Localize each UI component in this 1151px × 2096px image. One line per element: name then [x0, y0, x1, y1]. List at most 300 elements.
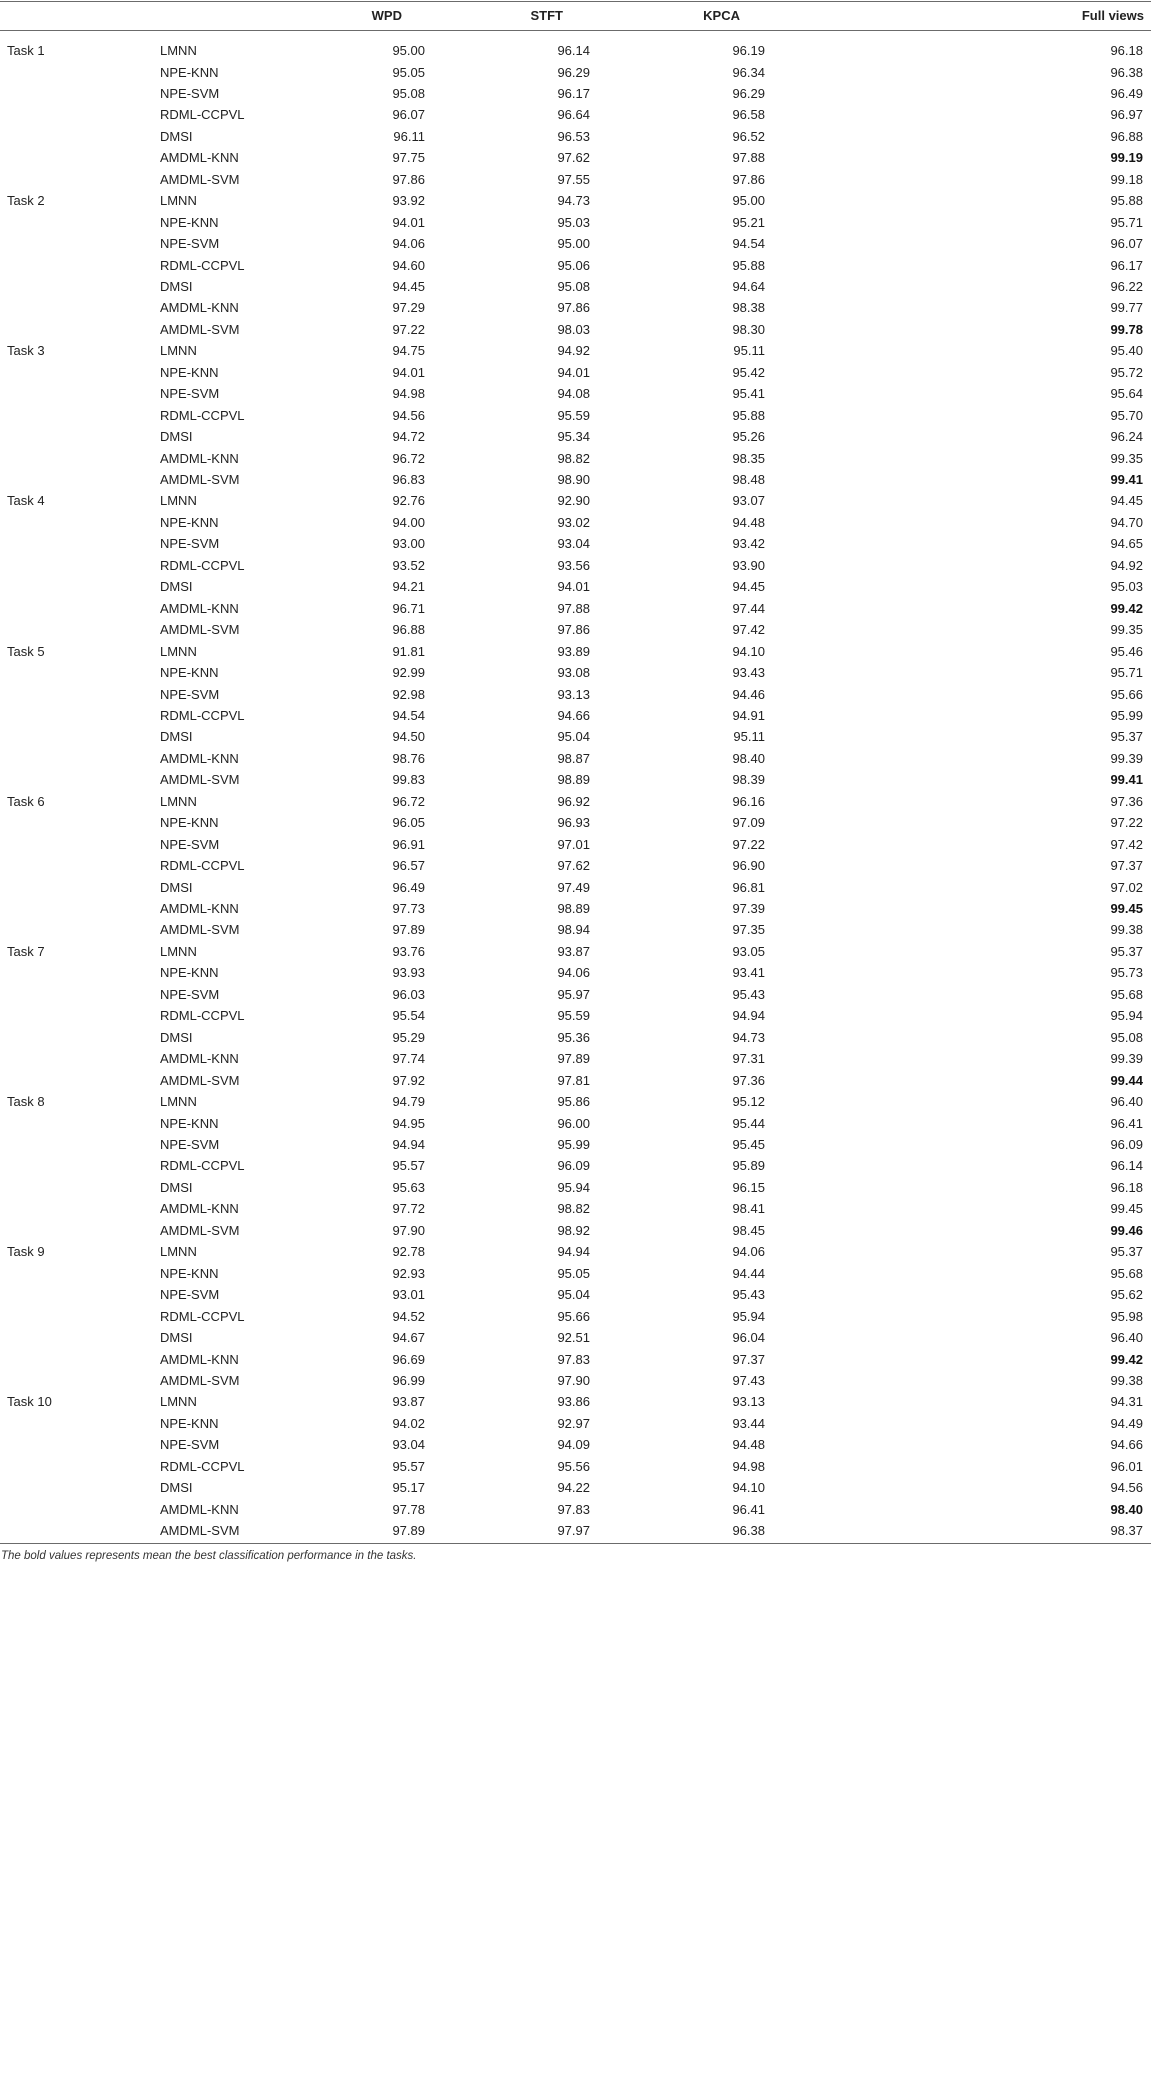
value-kpca: 98.30	[732, 321, 765, 337]
value-kpca: 94.06	[732, 1244, 765, 1260]
value-kpca: 96.19	[732, 43, 765, 58]
value-wpd: 94.01	[392, 364, 425, 380]
value-wpd: 95.00	[392, 43, 425, 58]
value-wpd: 97.92	[392, 1072, 425, 1088]
value-wpd: 93.01	[392, 1287, 425, 1303]
value-wpd: 94.45	[392, 278, 425, 294]
value-wpd: 96.69	[392, 1351, 425, 1367]
value-wpd: 96.57	[392, 858, 425, 874]
value-wpd: 94.94	[392, 1137, 425, 1152]
value-full-views: 96.49	[1110, 85, 1143, 101]
value-stft: 95.97	[557, 986, 590, 1002]
value-kpca: 96.41	[732, 1501, 765, 1517]
value-kpca: 97.37	[732, 1351, 765, 1367]
value-kpca: 98.48	[732, 472, 765, 487]
value-stft: 93.86	[557, 1394, 590, 1410]
method-name: LMNN	[160, 193, 197, 209]
value-stft: 96.92	[557, 793, 590, 809]
value-full-views: 99.41	[1110, 472, 1143, 487]
value-wpd: 96.88	[392, 622, 425, 638]
value-full-views: 96.14	[1110, 1158, 1143, 1174]
value-wpd: 93.87	[392, 1394, 425, 1410]
method-name: NPE-SVM	[160, 536, 220, 552]
value-kpca: 97.22	[732, 836, 765, 852]
method-name: DMSI	[160, 579, 193, 595]
value-kpca: 96.90	[732, 858, 765, 874]
method-name: NPE-SVM	[160, 1437, 220, 1453]
value-kpca: 97.36	[732, 1072, 765, 1088]
value-wpd: 95.17	[392, 1480, 425, 1496]
value-stft: 98.82	[557, 450, 590, 466]
method-name: RDML-CCPVL	[160, 1458, 245, 1474]
value-stft: 97.81	[557, 1072, 590, 1088]
value-stft: 96.93	[557, 815, 590, 831]
table-bottom-rule	[0, 1543, 1151, 1544]
value-full-views: 99.44	[1110, 1072, 1143, 1088]
value-kpca: 93.44	[732, 1415, 765, 1431]
value-stft: 95.66	[557, 1308, 590, 1324]
method-name: RDML-CCPVL	[160, 1158, 245, 1174]
value-stft: 94.01	[557, 364, 590, 380]
value-kpca: 93.07	[732, 493, 765, 509]
value-wpd: 94.79	[392, 1094, 425, 1109]
value-stft: 95.59	[557, 1008, 590, 1024]
method-name: NPE-KNN	[160, 1265, 219, 1281]
value-full-views: 99.45	[1110, 1201, 1143, 1217]
value-full-views: 95.66	[1110, 686, 1143, 702]
value-kpca: 94.48	[732, 1437, 765, 1453]
task-label: Task 5	[7, 643, 45, 659]
value-stft: 96.53	[557, 128, 590, 144]
task-label: Task 8	[7, 1094, 45, 1109]
value-wpd: 93.52	[392, 557, 425, 573]
value-wpd: 94.21	[392, 579, 425, 595]
value-full-views: 99.39	[1110, 750, 1143, 766]
method-name: LMNN	[160, 1244, 197, 1260]
value-wpd: 99.83	[392, 772, 425, 788]
method-name: DMSI	[160, 1330, 193, 1345]
value-kpca: 96.34	[732, 64, 765, 80]
method-name: DMSI	[160, 1179, 193, 1195]
value-wpd: 92.76	[392, 493, 425, 509]
method-name: AMDML-KNN	[160, 901, 239, 916]
value-kpca: 97.42	[732, 622, 765, 638]
value-full-views: 99.39	[1110, 1051, 1143, 1067]
value-full-views: 95.88	[1110, 193, 1143, 209]
method-name: LMNN	[160, 343, 197, 359]
value-stft: 95.08	[557, 278, 590, 294]
column-header-stft: STFT	[530, 8, 563, 23]
value-wpd: 97.73	[392, 901, 425, 916]
value-kpca: 98.40	[732, 750, 765, 766]
value-stft: 95.59	[557, 407, 590, 423]
value-stft: 95.94	[557, 1179, 590, 1195]
value-wpd: 94.54	[392, 707, 425, 723]
value-full-views: 95.99	[1110, 707, 1143, 723]
method-name: AMDML-SVM	[160, 321, 240, 337]
method-name: NPE-SVM	[160, 85, 220, 101]
value-wpd: 95.08	[392, 85, 425, 101]
value-kpca: 97.35	[732, 922, 765, 938]
value-stft: 94.66	[557, 707, 590, 723]
method-name: RDML-CCPVL	[160, 107, 245, 123]
value-wpd: 92.78	[392, 1244, 425, 1260]
value-stft: 96.09	[557, 1158, 590, 1174]
value-stft: 95.05	[557, 1265, 590, 1281]
method-name: NPE-KNN	[160, 1415, 219, 1431]
method-name: DMSI	[160, 1480, 193, 1496]
value-kpca: 95.89	[732, 1158, 765, 1174]
value-full-views: 99.35	[1110, 622, 1143, 638]
value-stft: 94.01	[557, 579, 590, 595]
method-name: DMSI	[160, 729, 193, 745]
value-full-views: 95.98	[1110, 1308, 1143, 1324]
value-full-views: 96.40	[1110, 1330, 1143, 1345]
value-wpd: 94.98	[392, 386, 425, 402]
method-name: RDML-CCPVL	[160, 257, 245, 273]
value-stft: 97.90	[557, 1372, 590, 1388]
value-full-views: 99.45	[1110, 901, 1143, 916]
method-name: RDML-CCPVL	[160, 1008, 245, 1024]
value-stft: 94.22	[557, 1480, 590, 1496]
method-name: AMDML-KNN	[160, 600, 239, 616]
method-name: NPE-SVM	[160, 236, 220, 251]
value-full-views: 96.09	[1110, 1137, 1143, 1152]
value-full-views: 95.46	[1110, 643, 1143, 659]
value-wpd: 93.00	[392, 536, 425, 552]
value-full-views: 99.42	[1110, 1351, 1143, 1367]
value-kpca: 93.90	[732, 557, 765, 573]
method-name: AMDML-KNN	[160, 1501, 239, 1517]
value-kpca: 98.45	[732, 1222, 765, 1238]
method-name: LMNN	[160, 493, 197, 509]
value-stft: 98.90	[557, 472, 590, 487]
value-wpd: 97.72	[392, 1201, 425, 1217]
value-stft: 95.04	[557, 1287, 590, 1303]
value-kpca: 95.43	[732, 986, 765, 1002]
value-full-views: 96.22	[1110, 278, 1143, 294]
value-wpd: 93.93	[392, 965, 425, 981]
value-kpca: 97.44	[732, 600, 765, 616]
value-full-views: 95.68	[1110, 1265, 1143, 1281]
value-stft: 98.89	[557, 901, 590, 916]
method-name: AMDML-KNN	[160, 1351, 239, 1367]
value-stft: 96.14	[557, 43, 590, 58]
method-name: DMSI	[160, 128, 193, 144]
method-name: AMDML-SVM	[160, 1222, 240, 1238]
value-kpca: 94.48	[732, 514, 765, 530]
value-kpca: 95.44	[732, 1115, 765, 1131]
value-wpd: 96.99	[392, 1372, 425, 1388]
value-wpd: 96.07	[392, 107, 425, 123]
value-kpca: 97.86	[732, 171, 765, 187]
method-name: AMDML-KNN	[160, 300, 239, 316]
method-name: NPE-KNN	[160, 364, 219, 380]
value-wpd: 94.06	[392, 236, 425, 251]
value-kpca: 96.58	[732, 107, 765, 123]
value-stft: 97.97	[557, 1523, 590, 1538]
method-name: NPE-SVM	[160, 686, 220, 702]
value-stft: 92.97	[557, 1415, 590, 1431]
value-wpd: 95.54	[392, 1008, 425, 1024]
method-name: RDML-CCPVL	[160, 1308, 245, 1324]
value-wpd: 94.50	[392, 729, 425, 745]
value-full-views: 96.07	[1110, 236, 1143, 251]
value-full-views: 94.56	[1110, 1480, 1143, 1496]
value-stft: 95.34	[557, 429, 590, 445]
method-name: AMDML-SVM	[160, 1523, 240, 1538]
value-full-views: 99.77	[1110, 300, 1143, 316]
value-stft: 94.06	[557, 965, 590, 981]
method-name: DMSI	[160, 879, 193, 895]
value-full-views: 99.42	[1110, 600, 1143, 616]
method-name: NPE-KNN	[160, 514, 219, 530]
value-wpd: 95.57	[392, 1158, 425, 1174]
value-stft: 95.00	[557, 236, 590, 251]
value-wpd: 96.05	[392, 815, 425, 831]
table-top-rule	[0, 1, 1151, 2]
value-kpca: 95.88	[732, 257, 765, 273]
value-wpd: 92.98	[392, 686, 425, 702]
value-wpd: 97.74	[392, 1051, 425, 1067]
value-kpca: 94.44	[732, 1265, 765, 1281]
value-full-views: 94.45	[1110, 493, 1143, 509]
value-wpd: 96.83	[392, 472, 425, 487]
value-full-views: 95.62	[1110, 1287, 1143, 1303]
column-header-wpd: WPD	[371, 8, 402, 23]
value-full-views: 96.18	[1110, 43, 1143, 58]
value-stft: 93.87	[557, 943, 590, 959]
method-name: LMNN	[160, 793, 197, 809]
value-kpca: 95.26	[732, 429, 765, 445]
value-kpca: 96.16	[732, 793, 765, 809]
value-stft: 95.06	[557, 257, 590, 273]
value-wpd: 95.63	[392, 1179, 425, 1195]
method-name: NPE-KNN	[160, 64, 219, 80]
value-wpd: 94.01	[392, 214, 425, 230]
value-full-views: 96.01	[1110, 1458, 1143, 1474]
value-kpca: 98.39	[732, 772, 765, 788]
task-label: Task 9	[7, 1244, 45, 1260]
value-stft: 92.90	[557, 493, 590, 509]
value-full-views: 96.41	[1110, 1115, 1143, 1131]
value-kpca: 97.09	[732, 815, 765, 831]
value-wpd: 96.91	[392, 836, 425, 852]
value-kpca: 95.11	[733, 729, 765, 745]
value-full-views: 95.37	[1110, 943, 1143, 959]
value-kpca: 95.45	[732, 1137, 765, 1152]
task-label: Task 4	[7, 493, 45, 509]
value-stft: 96.64	[557, 107, 590, 123]
value-full-views: 94.65	[1110, 536, 1143, 552]
value-wpd: 94.02	[392, 1415, 425, 1431]
value-wpd: 97.90	[392, 1222, 425, 1238]
value-full-views: 94.92	[1110, 557, 1143, 573]
value-wpd: 93.76	[392, 943, 425, 959]
method-name: AMDML-SVM	[160, 472, 240, 487]
value-kpca: 94.10	[732, 1480, 765, 1496]
value-stft: 97.62	[557, 858, 590, 874]
value-kpca: 93.43	[732, 665, 765, 680]
method-name: NPE-KNN	[160, 815, 219, 831]
method-name: NPE-SVM	[160, 986, 220, 1002]
column-header-kpca: KPCA	[703, 8, 740, 23]
method-name: AMDML-KNN	[160, 450, 239, 466]
value-wpd: 94.95	[392, 1115, 425, 1131]
value-stft: 93.56	[557, 557, 590, 573]
value-kpca: 95.42	[732, 364, 765, 380]
value-full-views: 95.71	[1110, 214, 1143, 230]
value-full-views: 94.31	[1110, 1394, 1143, 1410]
value-stft: 97.55	[557, 171, 590, 187]
value-full-views: 95.71	[1110, 665, 1143, 680]
value-stft: 97.86	[557, 622, 590, 638]
value-full-views: 96.38	[1110, 64, 1143, 80]
task-label: Task 3	[7, 343, 45, 359]
value-kpca: 96.81	[732, 879, 765, 895]
value-full-views: 99.41	[1110, 772, 1143, 788]
method-name: AMDML-SVM	[160, 922, 240, 938]
value-stft: 97.62	[557, 150, 590, 166]
value-stft: 97.86	[557, 300, 590, 316]
value-wpd: 97.89	[392, 922, 425, 938]
table-footnote: The bold values represents mean the best classification performance in the tasks.	[1, 1550, 417, 1562]
value-wpd: 97.86	[392, 171, 425, 187]
value-stft: 94.08	[557, 386, 590, 402]
value-full-views: 94.49	[1110, 1415, 1143, 1431]
value-wpd: 97.89	[392, 1523, 425, 1538]
value-kpca: 95.43	[732, 1287, 765, 1303]
value-stft: 93.13	[557, 686, 590, 702]
value-kpca: 94.10	[732, 643, 765, 659]
value-kpca: 93.13	[732, 1394, 765, 1410]
value-kpca: 94.46	[732, 686, 765, 702]
value-stft: 97.89	[557, 1051, 590, 1067]
value-stft: 95.56	[557, 1458, 590, 1474]
value-kpca: 97.31	[732, 1051, 765, 1067]
value-full-views: 95.72	[1110, 364, 1143, 380]
value-kpca: 94.98	[732, 1458, 765, 1474]
value-stft: 98.82	[557, 1201, 590, 1217]
method-name: AMDML-KNN	[160, 1201, 239, 1217]
value-full-views: 99.38	[1110, 1372, 1143, 1388]
method-name: LMNN	[160, 1094, 197, 1109]
value-wpd: 97.78	[392, 1501, 425, 1517]
method-name: DMSI	[160, 429, 193, 445]
value-stft: 98.94	[557, 922, 590, 938]
method-name: NPE-KNN	[160, 965, 219, 981]
method-name: AMDML-KNN	[160, 750, 239, 766]
value-wpd: 94.75	[392, 343, 425, 359]
value-wpd: 92.93	[392, 1265, 425, 1281]
value-stft: 94.73	[557, 193, 590, 209]
header-rule	[0, 30, 1151, 31]
value-kpca: 97.43	[732, 1372, 765, 1388]
method-name: AMDML-KNN	[160, 150, 239, 166]
value-kpca: 95.11	[733, 343, 765, 359]
value-stft: 97.83	[557, 1501, 590, 1517]
value-wpd: 95.29	[392, 1029, 425, 1045]
value-stft: 97.83	[557, 1351, 590, 1367]
value-stft: 95.99	[557, 1137, 590, 1152]
value-full-views: 97.02	[1110, 879, 1143, 895]
method-name: AMDML-SVM	[160, 772, 240, 788]
value-stft: 93.89	[557, 643, 590, 659]
value-full-views: 95.64	[1110, 386, 1143, 402]
value-stft: 94.94	[557, 1244, 590, 1260]
value-full-views: 95.08	[1110, 1029, 1143, 1045]
value-wpd: 94.00	[392, 514, 425, 530]
value-wpd: 96.03	[392, 986, 425, 1002]
value-kpca: 95.12	[732, 1094, 765, 1109]
method-name: DMSI	[160, 1029, 193, 1045]
value-kpca: 93.41	[732, 965, 765, 981]
value-full-views: 97.42	[1110, 836, 1143, 852]
method-name: RDML-CCPVL	[160, 557, 245, 573]
value-kpca: 93.05	[732, 943, 765, 959]
task-label: Task 1	[7, 43, 45, 58]
value-stft: 94.92	[557, 343, 590, 359]
method-name: AMDML-SVM	[160, 1072, 240, 1088]
value-full-views: 97.37	[1110, 858, 1143, 874]
value-full-views: 95.37	[1110, 1244, 1143, 1260]
value-wpd: 98.76	[392, 750, 425, 766]
value-wpd: 94.56	[392, 407, 425, 423]
method-name: AMDML-KNN	[160, 1051, 239, 1067]
value-kpca: 95.21	[732, 214, 765, 230]
value-full-views: 99.35	[1110, 450, 1143, 466]
value-wpd: 94.60	[392, 257, 425, 273]
task-label: Task 10	[7, 1394, 52, 1410]
value-wpd: 94.52	[392, 1308, 425, 1324]
value-full-views: 96.88	[1110, 128, 1143, 144]
method-name: NPE-SVM	[160, 836, 220, 852]
value-stft: 95.86	[557, 1094, 590, 1109]
value-kpca: 93.42	[732, 536, 765, 552]
value-kpca: 94.94	[732, 1008, 765, 1024]
value-wpd: 97.29	[392, 300, 425, 316]
value-full-views: 95.37	[1110, 729, 1143, 745]
value-wpd: 97.22	[392, 321, 425, 337]
value-kpca: 95.00	[732, 193, 765, 209]
value-kpca: 94.91	[732, 707, 765, 723]
value-wpd: 93.04	[392, 1437, 425, 1453]
value-kpca: 95.88	[732, 407, 765, 423]
value-full-views: 96.24	[1110, 429, 1143, 445]
method-name: AMDML-SVM	[160, 171, 240, 187]
value-stft: 97.01	[557, 836, 590, 852]
value-kpca: 95.94	[732, 1308, 765, 1324]
task-label: Task 6	[7, 793, 45, 809]
value-stft: 93.08	[557, 665, 590, 680]
value-full-views: 95.94	[1110, 1008, 1143, 1024]
method-name: NPE-SVM	[160, 1287, 220, 1303]
value-full-views: 96.97	[1110, 107, 1143, 123]
value-kpca: 97.39	[732, 901, 765, 916]
value-kpca: 96.04	[732, 1330, 765, 1345]
method-name: LMNN	[160, 43, 197, 58]
value-full-views: 99.38	[1110, 922, 1143, 938]
value-full-views: 95.40	[1110, 343, 1143, 359]
value-wpd: 96.72	[392, 450, 425, 466]
value-kpca: 94.73	[732, 1029, 765, 1045]
value-kpca: 95.41	[732, 386, 765, 402]
value-stft: 94.09	[557, 1437, 590, 1453]
value-stft: 92.51	[557, 1330, 590, 1345]
value-stft: 98.89	[557, 772, 590, 788]
task-label: Task 2	[7, 193, 45, 209]
method-name: AMDML-SVM	[160, 622, 240, 638]
